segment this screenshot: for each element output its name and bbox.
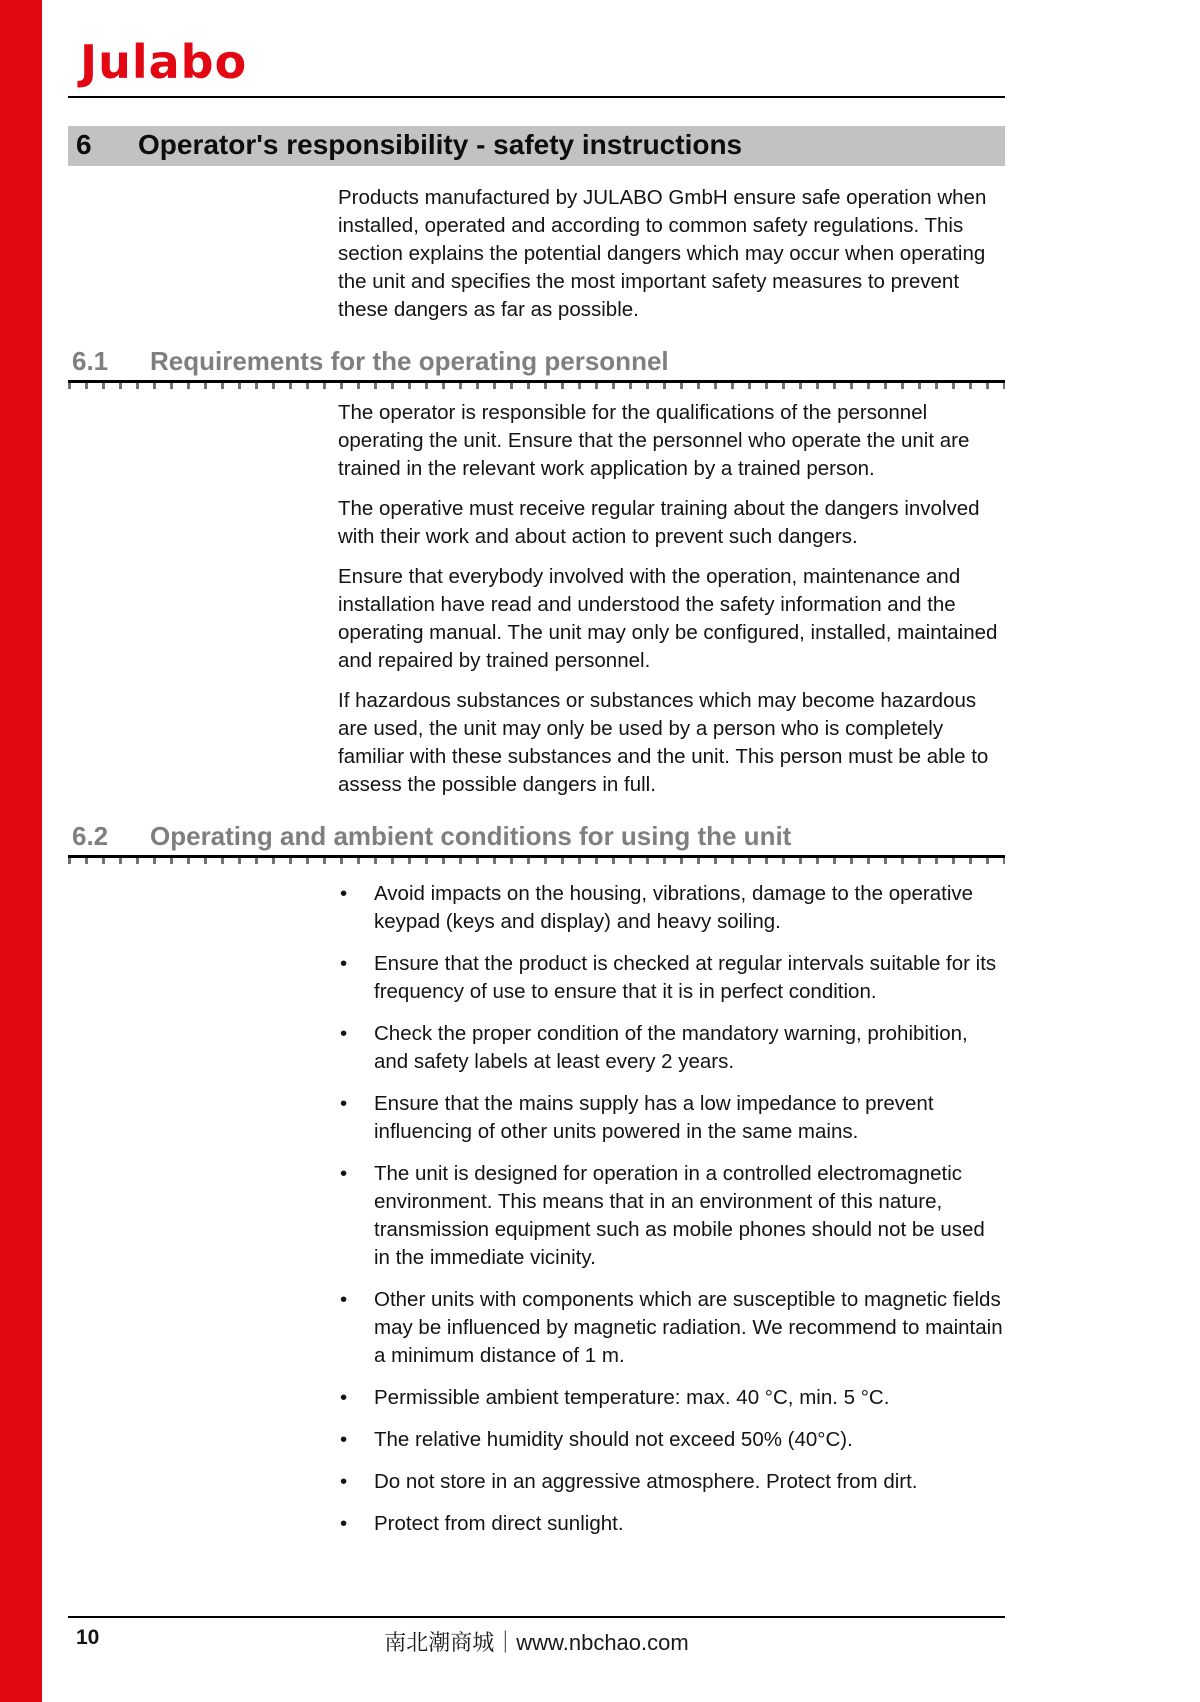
paragraph: If hazardous substances or substances which may become hazardous are used, the unit may only be used by a person who is completely familiar with these substances and the unit. This person must be able to assess the possible dangers in full. <box>338 689 989 796</box>
header-rule <box>68 96 1005 98</box>
bullet-icon: • <box>340 1022 348 1045</box>
list-item-text: The relative humidity should not exceed 50% (40°C). <box>374 1428 853 1451</box>
footer-site-text: 南北潮商城｜www.nbchao.com <box>384 1630 689 1655</box>
list-item <box>338 1468 1005 1496</box>
subsection-6-2-heading <box>68 821 1005 852</box>
bullet-icon: • <box>340 1288 348 1311</box>
section-number: 6 <box>76 129 92 160</box>
subsection-6-2-body <box>338 880 1005 1538</box>
list-item-text: Check the proper condition of the mandatory warning, prohibition, and safety labels at least every 2 years. <box>374 1022 968 1073</box>
list-item <box>338 1160 1005 1272</box>
conditions-bullet-list <box>338 880 1005 1538</box>
subsection-6-1-title: Requirements for the operating personnel <box>150 346 669 376</box>
rule-tick-artifact <box>68 858 1005 864</box>
bullet-icon: • <box>340 882 348 905</box>
subsection-6-1-rule <box>68 380 1005 389</box>
bullet-icon: • <box>340 1512 348 1535</box>
list-item <box>338 1286 1005 1370</box>
section-heading-bar <box>68 126 1005 166</box>
list-item <box>338 1384 1005 1412</box>
page-footer <box>68 1616 1005 1657</box>
bullet-icon: • <box>340 1092 348 1115</box>
list-item-text: Protect from direct sunlight. <box>374 1512 624 1535</box>
list-item <box>338 1020 1005 1076</box>
julabo-logo: Julabo <box>80 35 248 89</box>
bullet-icon: • <box>340 1470 348 1493</box>
list-item <box>338 1090 1005 1146</box>
subsection-6-1-body <box>338 399 1005 799</box>
page-edge-red-bar <box>0 0 42 1702</box>
bullet-icon: • <box>340 1162 348 1185</box>
list-item-text: Ensure that the product is checked at regular intervals suitable for its frequency of use to ensure that it is in perfect condition. <box>374 952 997 1003</box>
list-item-text: Other units with components which are susceptible to magnetic fields may be influenced by magnetic radiation. We recommend to maintain a minimum distance of 1 m. <box>374 1288 1003 1367</box>
document-page <box>42 0 1200 1702</box>
bullet-icon: • <box>340 1428 348 1451</box>
list-item <box>338 880 1005 936</box>
paragraph: Ensure that everybody involved with the operation, maintenance and installation have read and understood the safety information and the operating manual. The unit may only be configured, installed, maintained and repaired by trained personnel. <box>338 565 998 672</box>
list-item-text: Do not store in an aggressive atmosphere. Protect from dirt. <box>374 1470 918 1493</box>
section-title: Operator's responsibility - safety instructions <box>138 129 743 160</box>
bullet-icon: • <box>340 1386 348 1409</box>
list-item <box>338 1426 1005 1454</box>
bullet-icon: • <box>340 952 348 975</box>
subsection-6-1-number: 6.1 <box>72 346 109 376</box>
page-number: 10 <box>76 1626 100 1649</box>
subsection-6-2-rule <box>68 855 1005 864</box>
intro-paragraph: Products manufactured by JULABO GmbH ensure safe operation when installed, operated and according to common safety regulations. This section explains the potential dangers which may occur when operating the unit and specifies the most important safety measures to prevent these dangers as far as possible. <box>338 186 987 321</box>
list-item <box>338 1510 1005 1538</box>
list-item-text: Permissible ambient temperature: max. 40 °C, min. 5 °C. <box>374 1386 890 1409</box>
subsection-6-2-number: 6.2 <box>72 821 109 851</box>
subsection-6-1-heading <box>68 346 1005 377</box>
list-item <box>338 950 1005 1006</box>
rule-tick-artifact <box>68 383 1005 389</box>
list-item-text: Avoid impacts on the housing, vibrations, damage to the operative keypad (keys and display) and heavy soiling. <box>374 882 974 933</box>
intro-block <box>338 184 1005 324</box>
list-item-text: The unit is designed for operation in a controlled electromagnetic environment. This means that in an environment of this nature, transmission equipment such as mobile phones should not be used in the immediate vicinity. <box>374 1162 985 1269</box>
subsection-6-2-title: Operating and ambient conditions for using the unit <box>150 821 792 851</box>
paragraph: The operator is responsible for the qualifications of the personnel operating the unit. Ensure that the personnel who operate the unit are trained in the relevant work application by a trained person. <box>338 401 970 480</box>
paragraph: The operative must receive regular training about the dangers involved with their work and about action to prevent such dangers. <box>338 497 980 548</box>
list-item-text: Ensure that the mains supply has a low impedance to prevent influencing of other units powered in the same mains. <box>374 1092 934 1143</box>
